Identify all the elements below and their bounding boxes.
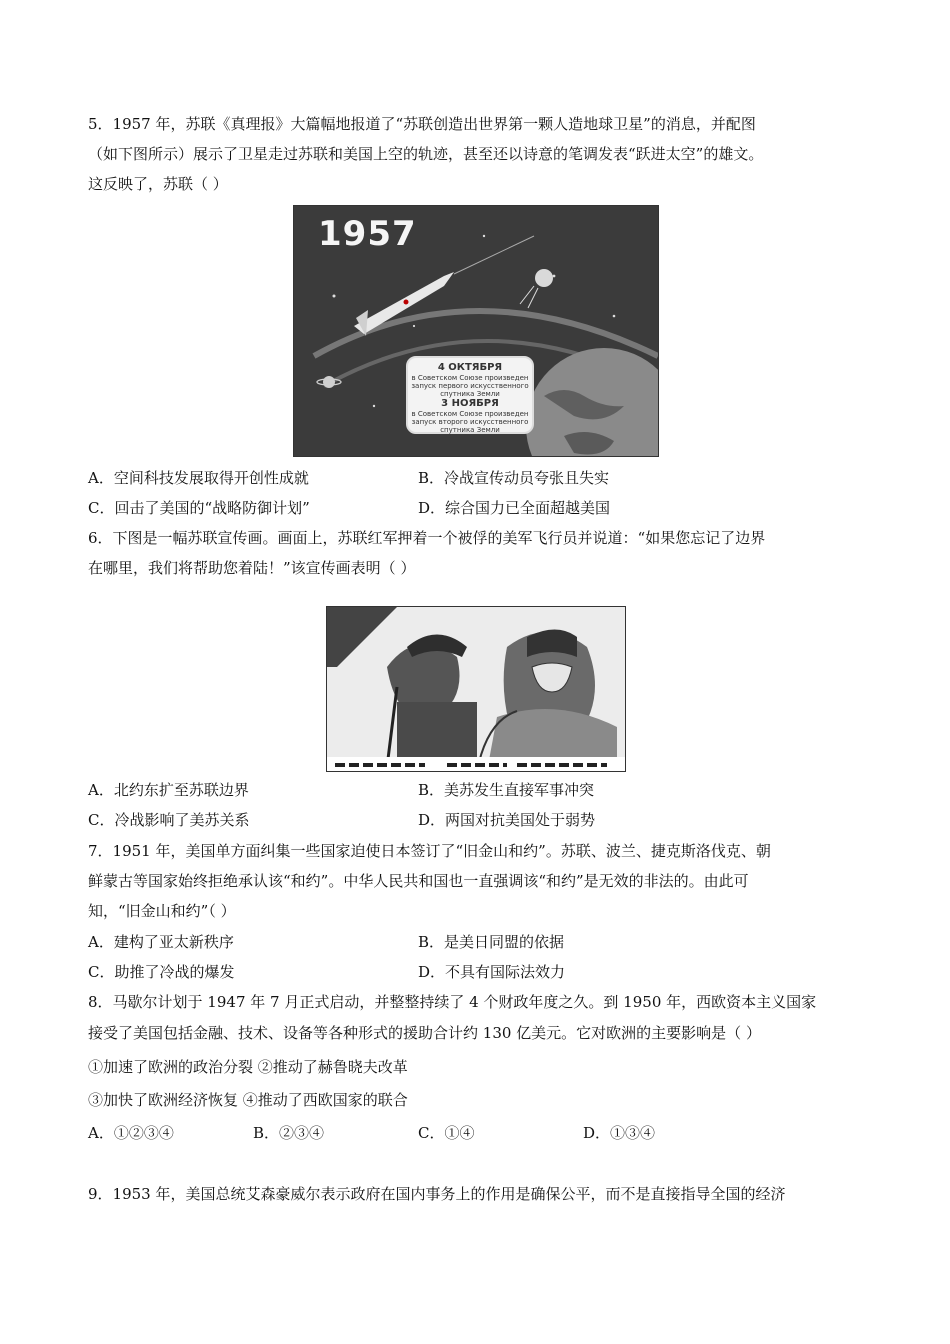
card-date-2: 3 НОЯБРЯ xyxy=(441,398,499,409)
poster-caption-card xyxy=(406,356,534,434)
q8-statement-line-2: ③加快了欧洲经济恢复 ④推动了西欧国家的联合 xyxy=(88,1091,408,1109)
card-text-5: запуск второго искусственного xyxy=(411,418,529,426)
q6-option-b[interactable]: B．美苏发生直接军事冲突 xyxy=(418,781,595,799)
q6-option-d[interactable]: D．两国对抗美国处于弱势 xyxy=(418,811,596,829)
q7-option-c[interactable]: C．助推了冷战的爆发 xyxy=(88,963,235,981)
card-text-6: спутника Земли xyxy=(440,426,500,434)
propaganda-poster-artwork xyxy=(327,607,625,771)
q8-option-c[interactable]: C．①④ xyxy=(418,1124,475,1142)
soviet-propaganda-poster xyxy=(326,606,626,772)
card-text-2: запуск первого искусственного xyxy=(411,382,529,390)
q6-stem-line-1: 6．下图是一幅苏联宣传画。画面上，苏联红军押着一个被俘的美军飞行员并说道：“如果您忘记了边界 xyxy=(88,529,766,547)
q8-option-b[interactable]: B．②③④ xyxy=(253,1124,325,1142)
q5-option-d[interactable]: D．综合国力已全面超越美国 xyxy=(418,499,611,517)
card-text-4: в Советском Союзе произведен xyxy=(411,410,529,418)
q6-option-c[interactable]: C．冷战影响了美苏关系 xyxy=(88,811,250,829)
q5-option-b[interactable]: B．冷战宣传动员夸张且失实 xyxy=(418,469,610,487)
q8-stem-line-1: 8．马歇尔计划于 1947 年 7 月正式启动，并整整持续了 4 个财政年度之久。到 1950 年，西欧资本主义国家 xyxy=(88,993,817,1011)
q6-option-a[interactable]: A．北约东扩至苏联边界 xyxy=(88,781,249,799)
poster-year-text: 1957 xyxy=(318,214,417,254)
q7-option-a[interactable]: A．建构了亚太新秩序 xyxy=(88,933,234,951)
q9-stem-line-1: 9．1953 年，美国总统艾森豪威尔表示政府在国内事务上的作用是确保公平，而不是直接指导全国的经济 xyxy=(88,1185,786,1203)
q5-stem-line-3: 这反映了，苏联（ ） xyxy=(88,175,228,193)
q7-option-b[interactable]: B．是美日同盟的依据 xyxy=(418,933,565,951)
q8-option-a[interactable]: A．①②③④ xyxy=(88,1124,174,1142)
q7-stem-line-3: 知，“旧金山和约”（ ） xyxy=(88,902,236,920)
q5-stem-line-2: （如下图所示）展示了卫星走过苏联和美国上空的轨迹，甚至还以诗意的笔调发表“跃进太空”的雄文。 xyxy=(88,145,764,163)
q7-option-d[interactable]: D．不具有国际法效力 xyxy=(418,963,566,981)
card-text-3: спутника Земли xyxy=(440,390,500,398)
q5-option-a[interactable]: A．空间科技发展取得开创性成就 xyxy=(88,469,309,487)
card-text-1: в Советском Союзе произведен xyxy=(411,374,529,382)
soviet-satellite-poster xyxy=(293,205,659,457)
q8-statement-line-1: ①加速了欧洲的政治分裂 ②推动了赫鲁晓夫改革 xyxy=(88,1058,408,1076)
q6-stem-line-2: 在哪里，我们将帮助您着陆！”该宣传画表明（ ） xyxy=(88,559,416,577)
q5-stem-line-1: 5．1957 年，苏联《真理报》大篇幅地报道了“苏联创造出世界第一颗人造地球卫星”的消息，并配图 xyxy=(88,115,756,133)
q7-stem-line-1: 7．1951 年，美国单方面纠集一些国家迫使日本签订了“旧金山和约”。苏联、波兰、捷克斯洛伐克、朝 xyxy=(88,842,771,860)
card-date-1: 4 ОКТЯБРЯ xyxy=(437,362,503,373)
q5-option-c[interactable]: C．回击了美国的“战略防御计划” xyxy=(88,499,310,517)
q8-option-d[interactable]: D．①③④ xyxy=(583,1124,656,1142)
q7-stem-line-2: 鲜蒙古等国家始终拒绝承认该“和约”。中华人民共和国也一直强调该“和约”是无效的非法的。由此可 xyxy=(88,872,749,890)
q8-stem-line-2: 接受了美国包括金融、技术、设备等各种形式的援助合计约 130 亿美元。它对欧洲的主要影响是（ ） xyxy=(88,1024,761,1042)
